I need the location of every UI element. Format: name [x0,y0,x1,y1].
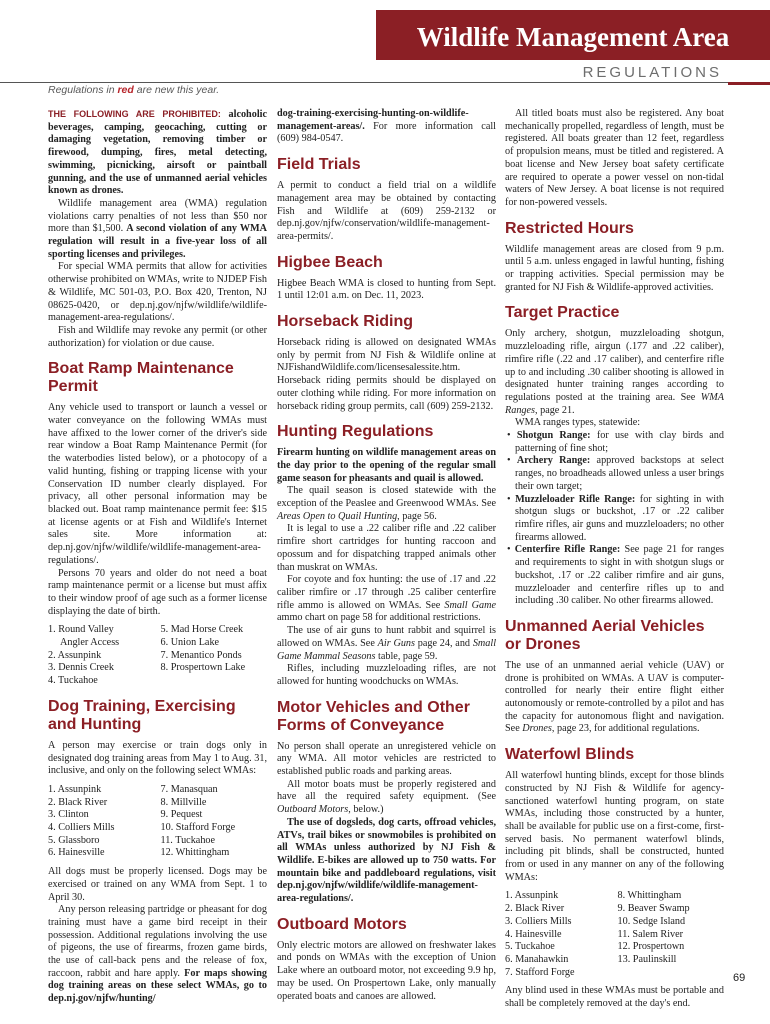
motor-bold-text: The use of dogsleds, dog carts, offroad vehicles, ATVs, trail bikes or snowmobiles is prohibited on all WMAs unless authorized by NJ Fish & Wildlife. E-bikes are allowed up to 750 watts. For mountain bike and paddleboard regulations, visit dep.nj.gov/njfw/wildlife/wildlife-management-area-regulations/. [277,816,496,905]
quail-text: The quail season is closed statewide with the exception of the Peaslee and Greenwood WMAs. See Areas Open to Quail Hunting, page 56. [277,485,496,522]
woodchuck-text: Rifles, including muzzleloading rifles, are not allowed for hunting woodchucks on WMAs. [277,663,496,687]
list-item: 12. Whittingham [160,847,230,859]
waterfowl-list [505,890,724,979]
column-3 [505,108,724,1011]
waterfowl-list-left [505,890,612,979]
range-archery: • Archery Range: approved backstops at select ranges, no broadheads allowed unless a user brings their own target; [507,455,724,492]
waterfowl-list-right [618,890,725,979]
range-centerfire: • Centerfire Rifle Range: See page 21 for ranges and requirements to sight in with shotgun slugs or buckshot, .17 or .22 caliber rimfire and air guns, muzzleloader and centerfire rifles up to and including .30 caliber. No other firearms allowed. [507,544,724,607]
rifle-text: It is legal to use a .22 caliber rifle and .22 caliber rimfire short cartridges for hunting raccoon and opossum and for dispatching trapped animals other than muskrat on WMAs. [277,523,496,573]
uav-heading: Unmanned Aerial Vehicles or Drones [505,617,705,653]
boat-ramp-list-right [161,624,268,688]
dog-list-right [161,784,268,860]
list-item: 7. Manasquan [160,783,218,795]
list-item: 6. Hainesville [48,847,105,859]
boat-ramp-list-left [48,624,155,688]
list-item: 10. Sedge Island [617,915,686,927]
dog-training-text: A person may exercise or train dogs only in designated dog training areas from May 1 to Aug. 31, inclusive, and only on the following select WMAs: [48,739,267,777]
list-item: 2. Black River [48,796,108,808]
list-item: 4. Tuckahoe [48,675,98,687]
dog-training-list [48,784,267,860]
red-keyword: red [117,84,134,96]
list-item: 1. Assunpink [505,890,559,902]
list-item: 9. Pequest [160,809,203,821]
motor-vehicles-text: No person shall operate an unregistered vehicle on any WMA. All motor vehicles are restricted to established public roads and parking areas. [277,740,496,778]
waterfowl-blinds-text: All waterfowl hunting blinds, except for those blinds constructed by NJ Fish & Wildlife for agency-sanctioned waterfowl hunting program, on state WMAs, including those constructed by a hunter, shall be available for public use on a first-come, first-served basis. No permanent waterfowl blinds, including pit blinds, shall be constructed, hunted from or used in any manner on any of the following WMAs: [505,770,724,883]
list-item: 11. Salem River [617,928,684,940]
range-shotgun: • Shotgun Range: for use with clay birds and patterning of fine shot; [507,430,724,454]
list-item: 4. Colliers Mills [48,822,115,834]
list-item: 7. Stafford Forge [505,966,575,978]
list-item: 9. Beaver Swamp [617,903,690,915]
dog-license-text: All dogs must be properly licensed. Dogs may be exercised or trained on any WMA from Sept. 1 to April 30. [48,866,267,903]
hunting-bold-text: Firearm hunting on wildlife management areas on the day prior to the opening of the regular small game season for pheasants and quail is allowed. [277,447,496,484]
special-permits-paragraph: For special WMA permits that allow for activities otherwise prohibited on WMAs, write to NJDEP Fish & Wildlife, MC 501-03, P.O. Box 420, Trenton, NJ 08625-0420, or dep.nj.gov/njfw/wildlife/wildlife-management-area-regulations/. [48,261,267,324]
list-item: 8. Prospertown Lake [160,662,246,674]
boat-ramp-text: Any vehicle used to transport or launch a vessel or water conveyance on the following WMAs must have affixed to the lower corner of the driver's side rear window a Boat Ramp Maintenance Permit (for the waterbodies listed below), or a photocopy of a valid hunting, fishing or trapping license with your Conservation ID number clearly displayed. For privacy, all other personal information may be blacked out. Boat ramp maintenance permit fee: $15 at license agents or at Fish and Wildlife's Internet sales site. More information at: dep.nj.gov/njfw/wildlife/wildlife-management-area-regulations/. [48,402,267,566]
restricted-hours-heading: Restricted Hours [505,219,634,237]
new-regulations-note: Regulations in red are new this year. [48,84,220,96]
boat-ramp-heading: Boat Ramp Maintenance Permit [48,360,234,396]
waterfowl-blinds-heading: Waterfowl Blinds [505,746,635,764]
list-item: Angler Access [60,637,120,649]
list-item: 2. Black River [505,903,565,915]
list-item: 11. Tuckahoe [160,834,216,846]
list-item: 6. Union Lake [160,637,220,649]
dog-list-left [48,784,155,860]
column-1 [48,108,267,1006]
header-rule-accent [728,82,770,85]
header-rule [0,82,770,83]
higbee-beach-text: Higbee Beach WMA is closed to hunting from Sept. 1 until 12:01 a.m. on Dec. 11, 2023. [277,277,496,302]
outboard-heading: Outboard Motors [277,915,407,933]
target-practice-heading: Target Practice [505,304,620,322]
list-item: 2. Assunpink [48,649,102,661]
list-item: 12. Prospertown [617,941,685,953]
dog-maps-continued: dog-training-exercising-hunting-on-wildlife-management-areas/. For more information call (609) 984-0547. [277,108,496,145]
boat-ramp-list [48,624,267,688]
list-item: 13. Paulinskill [617,953,677,965]
list-item: 5. Glassboro [48,834,100,846]
field-trials-heading: Field Trials [277,156,361,174]
revoke-paragraph: Fish and Wildlife may revoke any permit (or other authorization) for violation or due cause. [48,324,267,349]
motor-boats-text: All motor boats must be properly registered and have all the required safety equipment. (See Outboard Motors, below.) [277,778,496,816]
prohibited-paragraph: THE FOLLOWING ARE PROHIBITED: alcoholic beverages, camping, geocaching, cutting or damaging vegetation, removing timber or firewood, dumping, fires, metal detecting, swimming, picnicking, airsoft or paintball gunning, and the use of unmanned aerial vehicles known as drones. [48,109,267,197]
page-title: Wildlife Management Area [416,22,730,52]
list-item: 5. Tuckahoe [505,941,555,953]
list-item: 6. Manahawkin [505,953,569,965]
list-item: 3. Colliers Mills [505,915,572,927]
column-2 [277,108,496,1003]
list-item: 10. Stafford Forge [160,822,236,834]
list-item: 5. Mad Horse Creek [160,624,244,636]
air-gun-text: The use of air guns to hunt rabbit and squirrel is allowed on WMAs. See Air Guns page 24, and Small Game Mammal Seasons table, page 59. [277,625,497,662]
section-subtitle: REGULATIONS [582,64,722,81]
portable-blind-text: Any blind used in these WMAs must be portable and shall be completely removed at the day's end. [505,985,724,1010]
range-muzzleloader: • Muzzleloader Rifle Range: for sighting in with shotgun slugs or buckshot, .17 or .22 caliber rimfire rifles, air guns and muzzleloaders; no other firearms allowed. [507,493,724,543]
list-item: 7. Menantico Ponds [160,649,242,661]
list-item: 8. Millville [160,796,207,808]
list-item: 1. Assunpink [48,783,102,795]
target-practice-text: Only archery, shotgun, muzzleloading shotgun, muzzleloading rifle, airgun (.177 and .22 caliber), rimfire rifle (.22 and .17 caliber), and centerfire rifle up to and including .30 caliber shooting is allowed in designated hunter training ranges according to regulations posted at the training area. See WMA Ranges, page 21. [505,328,724,416]
prohibited-lead: THE FOLLOWING ARE PROHIBITED: [48,109,221,119]
list-item: 3. Dennis Creek [48,662,114,674]
restricted-hours-text: Wildlife management areas are closed from 9 p.m. until 5 a.m. unless engaged in lawful hunting, fishing or trapping activities. Special permission may be granted for NJ Fish & Wildlife-approved activities. [505,243,724,293]
fox-text: For coyote and fox hunting: the use of .17 and .22 caliber rimfire or .17 through .25 caliber centerfire rifle ammo is allowed on WMAs. See Small Game ammo chart on page 58 for additional restrictions. [277,574,496,624]
dog-release-text: Any person releasing partridge or pheasant for dog training must have a game bird receipt in their possession. Additional regulations involving the use of pigeons, the use of firearms, frozen game birds, the use of call-back pens and the release of fox, raccoon, rabbit and hare apply. For maps showing dog training areas on these select WMAs, go to dep.nj.gov/njfw/hunting/ [48,904,268,1005]
boat-ramp-seniors: Persons 70 years and older do not need a boat ramp maintenance permit or a license but must affix to their window proof of age such as a former license displaying the date of birth. [48,567,267,617]
list-item: 4. Hainesville [505,928,562,940]
uav-text: The use of an unmanned aerial vehicle (UAV) or drone is prohibited on WMAs. A UAV is computer-controlled for nearly their entire flight either autonomously or remote-controlled by a pilot and has the capacity for autonomous flight and navigation. See Drones, page 23, for additional regulations. [505,659,724,735]
list-item: 8. Whittingham [617,890,682,902]
violation-paragraph: Wildlife management area (WMA) regulation violations carry penalties of not less than $50 nor more than $1,500. A second violation of any WMA regulation will result in a five-year loss of all sporting licenses and privileges. [48,197,267,260]
page-number: 69 [733,972,746,984]
higbee-beach-heading: Higbee Beach [277,253,383,271]
list-item: 3. Clinton [48,809,89,821]
horseback-text: Horseback riding is allowed on designated WMAs only by permit from NJ Fish & Wildlife online at NJFishandWildlife.com/licensesalessite.htm. Horseback riding permits should be displayed on outer clothing while riding. For more information on horseback riding group permits, call (609) 259-2132. [277,337,496,412]
dog-training-heading: Dog Training, Exercising and Hunting [48,697,236,733]
hunting-heading: Hunting Regulations [277,423,434,441]
field-trials-text: A permit to conduct a field trial on a wildlife management area may be obtained by contacting Fish and Wildlife at (609) 259-2132 or dep.nj.gov/njfw/conservation/wildlife-management-area-permits/. [277,180,496,242]
list-item: 1. Round Valley [48,624,114,636]
motor-vehicles-heading: Motor Vehicles and Other Forms of Conveyance [277,698,470,734]
horseback-heading: Horseback Riding [277,313,414,331]
outboard-text: Only electric motors are allowed on freshwater lakes and ponds on WMAs with the exception of Union Lake where an outboard motor, not exceeding 9.9 hp, may be used. On Prospertown Lake, only manually operated boats and canoes are allowed. [277,939,496,1002]
boat-registration-text: All titled boats must also be registered. Any boat mechanically propelled, regardless of length, must be registered. All boats greater than 12 feet, regardless of propulsion means, must be titled and registered. A boat license and New Jersey boat safety certificate are required to operate a power vessel on non-tidal waters of New Jersey. A boat license is not required for non-powered vessels. [505,108,724,208]
title-banner [376,10,770,60]
ranges-intro: WMA ranges types, statewide: [515,417,641,429]
